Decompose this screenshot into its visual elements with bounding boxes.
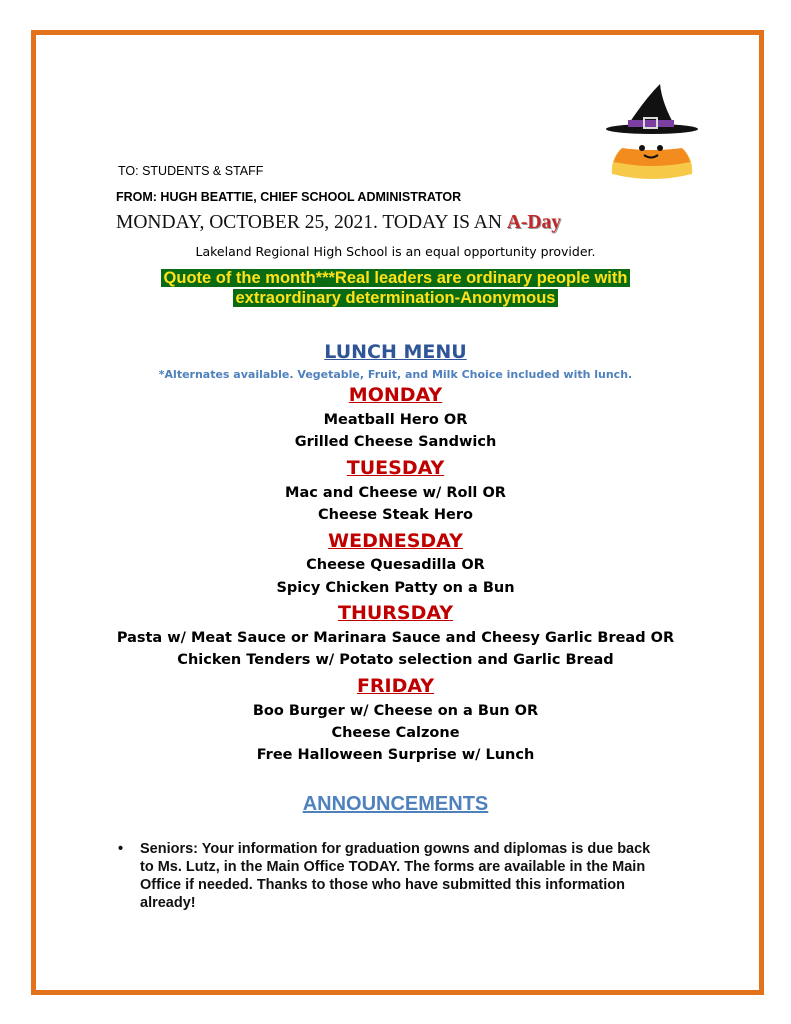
menu-item: Free Halloween Surprise w/ Lunch [256, 747, 535, 763]
quote-of-the-month [0, 268, 791, 308]
announcement-line: Office if needed. Thanks to those who have submitted this information [140, 877, 625, 893]
bullet-icon: • [118, 841, 124, 857]
menu-item: Mac and Cheese w/ Roll OR [285, 485, 506, 501]
announcements-title: ANNOUNCEMENTS [302, 793, 489, 815]
announcement-line: to Ms. Lutz, in the Main Office TODAY. The forms are available in the Main [140, 859, 646, 875]
candy-corn-witch-icon [604, 82, 700, 182]
date-line [116, 212, 561, 234]
menu-item: Meatball Hero OR [323, 412, 468, 428]
quote-line-2: extraordinary determination-Anonymous [233, 289, 559, 307]
menu-item: Cheese Quesadilla OR [306, 557, 485, 573]
announcement-item [118, 840, 718, 912]
equal-opportunity-note: Lakeland Regional High School is an equal opportunity provider. [195, 244, 596, 259]
to-line: TO: STUDENTS & STAFF [118, 164, 264, 178]
announcements-list [118, 840, 718, 912]
day-heading-thursday: THURSDAY [337, 602, 454, 624]
lunch-menu-title: LUNCH MENU [324, 341, 467, 363]
day-heading-wednesday: WEDNESDAY [328, 530, 463, 552]
from-line: FROM: HUGH BEATTIE, CHIEF SCHOOL ADMINISTRATOR [116, 190, 462, 204]
day-type-badge: A-Day [506, 212, 561, 233]
menu-item: Grilled Cheese Sandwich [294, 434, 497, 450]
menu-item: Spicy Chicken Patty on a Bun [276, 580, 515, 596]
day-heading-friday: FRIDAY [356, 675, 435, 697]
day-heading-tuesday: TUESDAY [346, 457, 445, 479]
menu-item: Cheese Calzone [331, 725, 460, 741]
menu-item: Chicken Tenders w/ Potato selection and Garlic Bread [177, 652, 614, 668]
lunch-menu-note: *Alternates available. Vegetable, Fruit, and Milk Choice included with lunch. [158, 368, 633, 381]
announcement-line: already! [140, 895, 196, 911]
menu-item: Pasta w/ Meat Sauce or Marinara Sauce and Cheesy Garlic Bread OR [116, 630, 675, 646]
date-text: MONDAY, OCTOBER 25, 2021. TODAY IS AN [116, 212, 507, 233]
menu-item: Cheese Steak Hero [318, 507, 473, 523]
quote-line-1: Quote of the month***Real leaders are ordinary people with [161, 269, 631, 287]
announcement-line: Seniors: Your information for graduation gowns and diplomas is due back [140, 841, 651, 857]
day-heading-monday: MONDAY [348, 384, 443, 406]
menu-item: Boo Burger w/ Cheese on a Bun OR [252, 703, 539, 719]
